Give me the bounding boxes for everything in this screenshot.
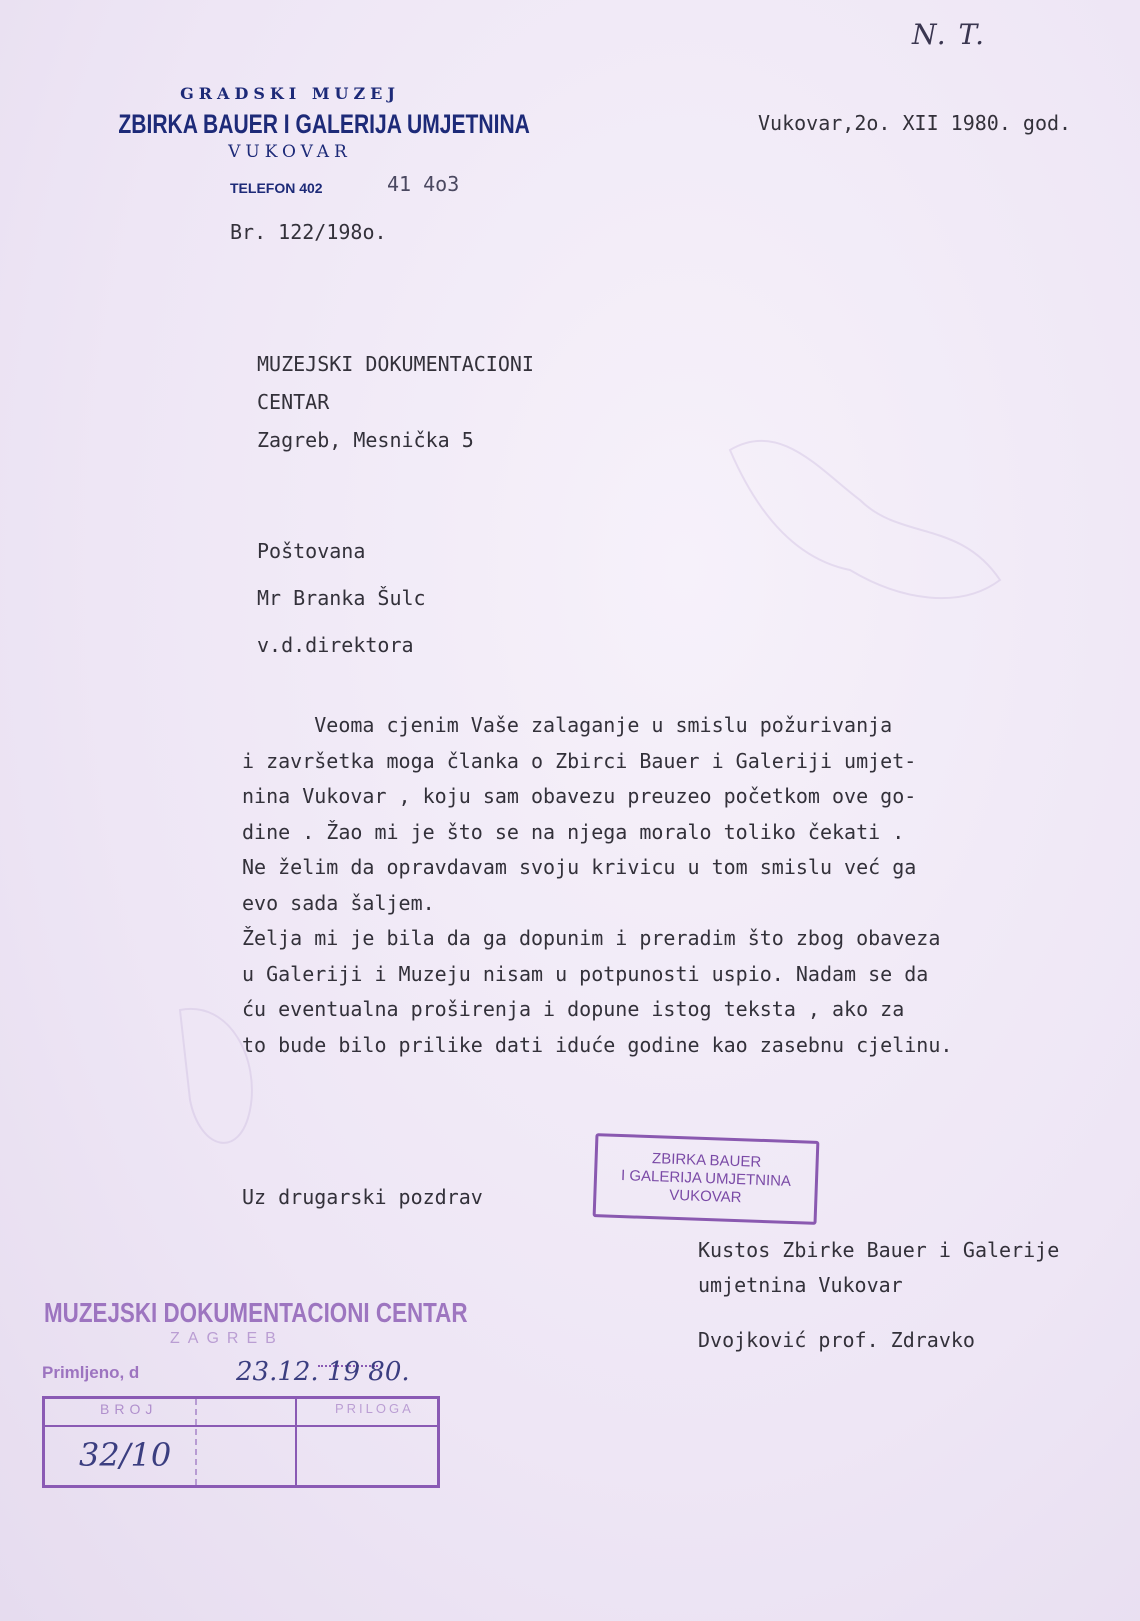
received-stamp-city: ZAGREB (170, 1330, 284, 1347)
letterhead-city: VUKOVAR (228, 142, 352, 162)
recipient-line: MUZEJSKI DOKUMENTACIONI (257, 352, 534, 376)
body-line: evo sada šaljem. (242, 890, 435, 915)
collection-stamp (593, 1133, 820, 1225)
body-line: Želja mi je bila da ga dopunim i preradim što zbog obaveza (242, 926, 941, 950)
letterhead (70, 84, 530, 162)
body-line: dine . Žao mi je što se na njega moralo toliko čekati . (242, 819, 905, 844)
received-stamp-col-middle (195, 1399, 297, 1485)
handwritten-initials: N. T. (912, 18, 986, 51)
stamp-line: I GALERIJA UMJETNINA (620, 1167, 792, 1190)
salutation-line: Mr Branka Šulc (257, 586, 426, 610)
body-line: Veoma cjenim Vaše zalaganje u smislu požurivanja (242, 713, 893, 737)
body-line: ću eventualna proširenja i dopune istog teksta , ako za (242, 997, 905, 1021)
salutation (257, 528, 426, 669)
salutation-line: Poštovana (257, 539, 366, 563)
signature-name: Dvojković prof. Zdravko (698, 1328, 975, 1352)
recipient-line: CENTAR (257, 390, 330, 414)
received-stamp-date: 23.12. 19 80. (236, 1357, 410, 1387)
body-line: to bude bilo prilike dati iduće godine kao zasebnu cjelinu. (242, 1032, 953, 1057)
body-line: i završetka moga članka o Zbirci Bauer i Galeriji umjet- (242, 748, 917, 773)
signature-title-line: umjetnina Vukovar (698, 1273, 903, 1297)
letterhead-museum-name: GRADSKI MUZEJ (180, 84, 400, 103)
reference-number: Br. 122/198o. (230, 220, 387, 244)
received-stamp-title: MUZEJSKI DOKUMENTACIONI CENTAR (44, 1297, 468, 1328)
received-stamp-registry-number: 32/10 (79, 1436, 172, 1474)
received-stamp-header-attachments: PRILOGA (335, 1401, 414, 1416)
signature-title-line: Kustos Zbirke Bauer i Galerije (698, 1238, 1060, 1262)
received-stamp (40, 1297, 468, 1497)
body-line: nina Vukovar , koju sam obavezu preuzeo početkom ove go- (242, 784, 917, 808)
stamp-line: VUKOVAR (668, 1186, 742, 1207)
letterhead-phone-label: TELEFON 402 (230, 180, 323, 196)
typed-phone-number: 41 4o3 (387, 172, 460, 196)
letter-date: Vukovar,2o. XII 1980. god. (758, 111, 1072, 135)
received-stamp-table (42, 1396, 440, 1488)
received-stamp-label: Primljeno, d (42, 1363, 140, 1382)
body-line: u Galeriji i Muzeju nisam u potpunosti uspio. Nadam se da (242, 961, 929, 986)
recipient-line: Zagreb, Mesnička 5 (257, 428, 474, 452)
received-stamp-header-divider (45, 1425, 437, 1427)
letterhead-collection-name: ZBIRKA BAUER I GALERIJA UMJETNINA (118, 109, 530, 139)
closing-greeting: Uz drugarski pozdrav (242, 1185, 483, 1209)
stamp-line: ZBIRKA BAUER (651, 1150, 762, 1171)
letter-body (242, 708, 952, 1063)
signature-block (698, 1233, 1059, 1303)
recipient-address (257, 345, 534, 459)
received-stamp-header-number: BROJ (100, 1401, 158, 1417)
salutation-line: v.d.direktora (257, 633, 414, 657)
body-line: Ne želim da opravdavam svoju krivicu u tom smislu već ga (242, 855, 917, 879)
